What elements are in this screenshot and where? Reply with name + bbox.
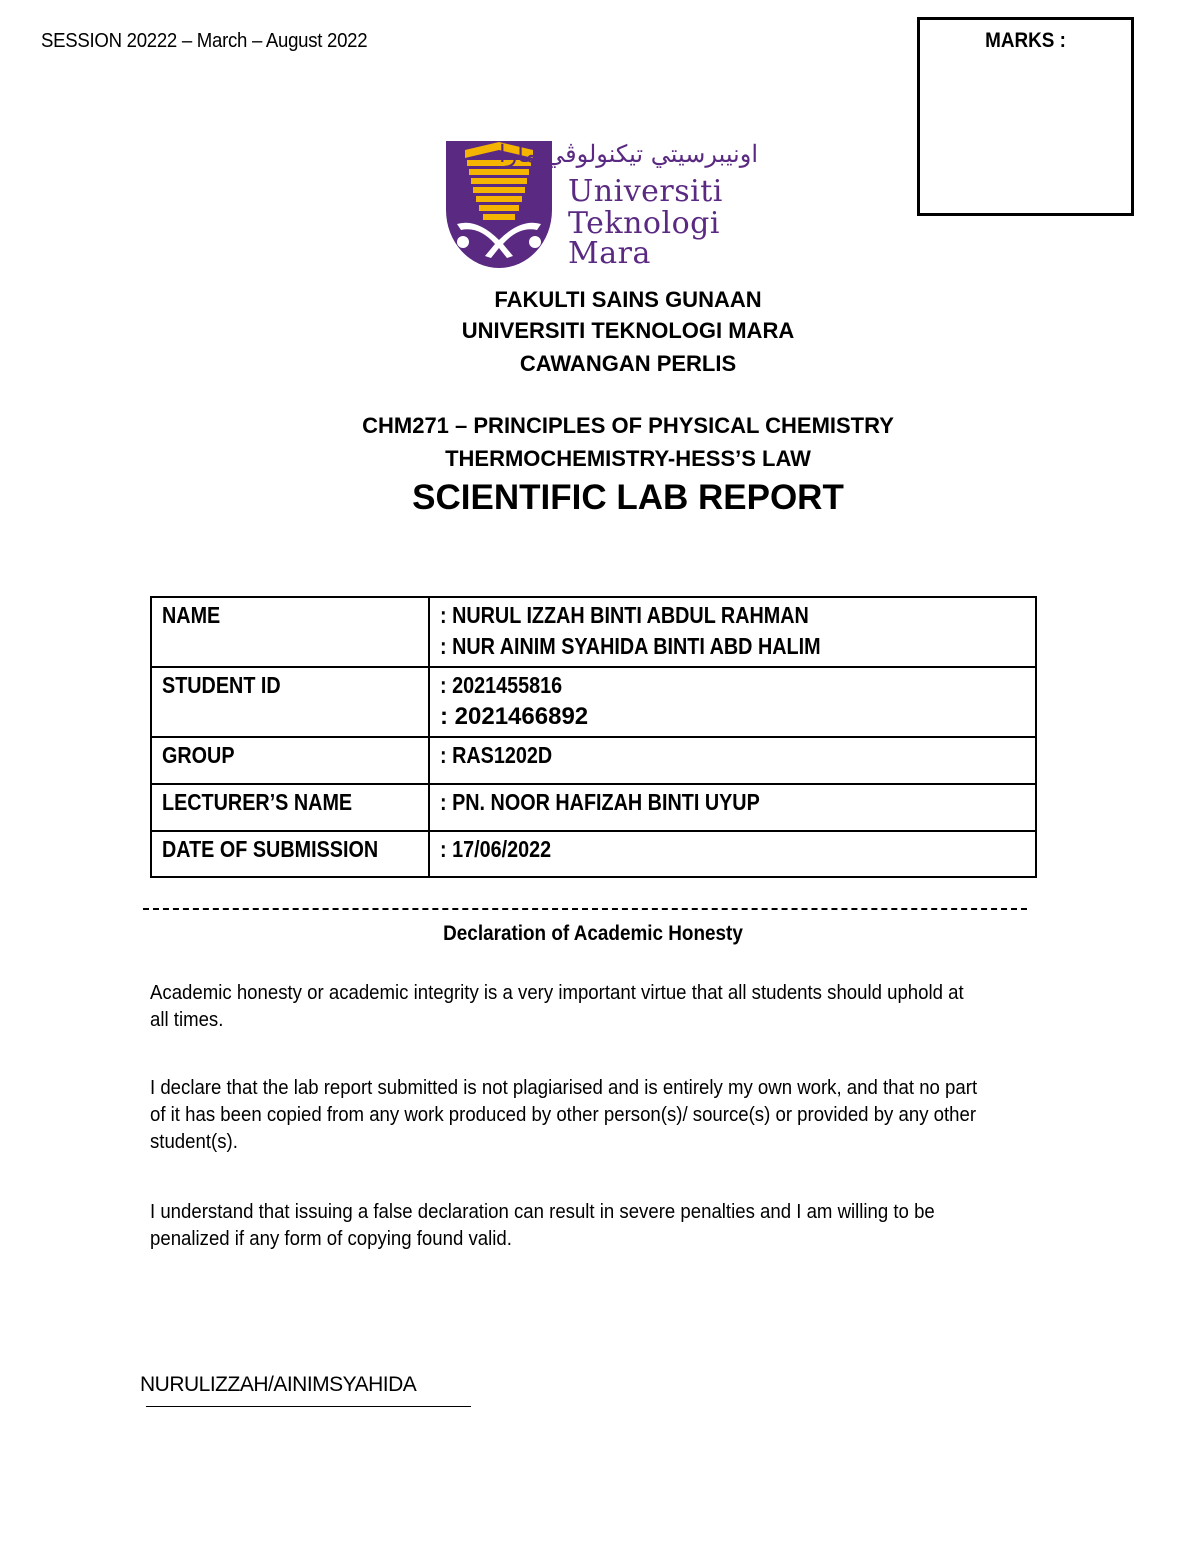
table-row <box>151 597 1036 667</box>
declaration-title: Declaration of Academic Honesty <box>443 922 743 945</box>
course-title: CHM271 – PRINCIPLES OF PHYSICAL CHEMISTRY <box>362 413 894 438</box>
group-value: : RAS1202D <box>440 742 553 768</box>
declaration-paragraph-3: I understand that issuing a false declaration can result in severe penalties and I am willing to be penalized if any form of copying found valid. <box>150 1201 935 1250</box>
date-value: : 17/06/2022 <box>440 836 552 862</box>
marks-label: MARKS : <box>985 29 1066 52</box>
course-topic: THERMOCHEMISTRY-HESS’S LAW <box>445 446 811 471</box>
table-row <box>151 784 1036 831</box>
logo-jawi-text: اونيبرسيتي تيکنولوڤي مارا <box>499 140 758 168</box>
date-label: DATE OF SUBMISSION <box>162 836 379 862</box>
name-label: NAME <box>162 602 221 628</box>
name-value-2: : NUR AINIM SYAHIDA BINTI ABD HALIM <box>440 633 821 659</box>
signature-line <box>146 1406 471 1407</box>
name-value-1: : NURUL IZZAH BINTI ABDUL RAHMAN <box>440 602 809 628</box>
table-row <box>151 667 1036 737</box>
logo-word-teknologi: Teknologi <box>568 206 720 241</box>
faculty-name: FAKULTI SAINS GUNAAN <box>494 287 762 312</box>
group-label: GROUP <box>162 742 235 768</box>
lecturer-value: : PN. NOOR HAFIZAH BINTI UYUP <box>440 789 760 815</box>
table-row <box>151 831 1036 877</box>
table-row <box>151 737 1036 784</box>
declaration-paragraph-2: I declare that the lab report submitted is not plagiarised and is entirely my own work, and that no part of it has been copied from any work produced by other person(s)/ source(s) or provided by any other student(s). <box>150 1077 978 1153</box>
campus-name: CAWANGAN PERLIS <box>519 351 737 376</box>
section-divider <box>143 908 1027 910</box>
date-label-cell <box>151 831 429 877</box>
logo-word-mara: Mara <box>568 236 651 271</box>
report-title: SCIENTIFIC LAB REPORT <box>412 478 844 517</box>
name-value-cell <box>429 597 1036 667</box>
group-value-cell <box>429 737 1036 784</box>
logo-word-universiti: Universiti <box>568 174 723 209</box>
date-value-cell <box>429 831 1036 877</box>
student-id-value-cell <box>429 667 1036 737</box>
signature-text: NURULIZZAH/AINIMSYAHIDA <box>140 1373 417 1396</box>
university-name: UNIVERSITI TEKNOLOGI MARA <box>461 318 795 343</box>
student-id-label: STUDENT ID <box>162 672 281 698</box>
group-label-cell <box>151 737 429 784</box>
name-label-cell <box>151 597 429 667</box>
student-id-value-1: : 2021455816 <box>440 672 563 698</box>
uitm-logo <box>443 138 763 278</box>
lecturer-label-cell <box>151 784 429 831</box>
student-info-table <box>150 596 1037 878</box>
student-id-label-cell <box>151 667 429 737</box>
student-id-value-2: : 2021466892 <box>440 703 589 730</box>
lecturer-label: LECTURER’S NAME <box>162 789 353 815</box>
declaration-paragraph-1: Academic honesty or academic integrity is a very important virtue that all students should uphold at all times. <box>150 982 964 1031</box>
lecturer-value-cell <box>429 784 1036 831</box>
session-header: SESSION 20222 – March – August 2022 <box>41 30 368 52</box>
marks-box <box>917 17 1134 216</box>
